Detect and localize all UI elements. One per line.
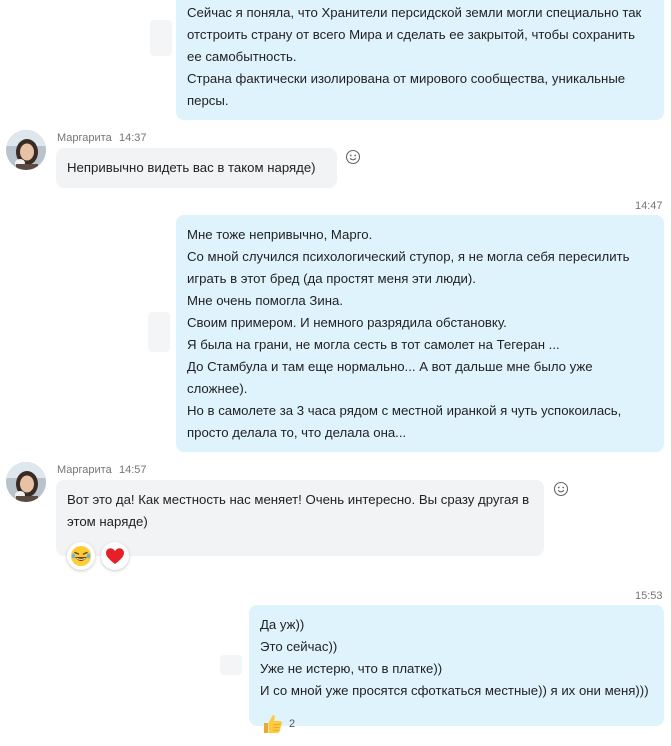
thumbs-up-icon <box>261 712 285 736</box>
reaction-laugh[interactable] <box>67 542 95 570</box>
message-action-placeholder <box>148 312 170 352</box>
smiley-icon[interactable] <box>345 149 361 165</box>
message-text-line: просто делала то, что делала она... <box>187 425 407 440</box>
message-text-line: Непривычно видеть вас в таком наряде) <box>67 160 316 175</box>
avatar[interactable] <box>6 462 46 502</box>
message-text-line: Я была на грани, не могла сесть в тот самолет на Тегеран ... <box>187 337 560 352</box>
message-text-line: отстроить страну от всего Мира и сделать ее закрытой, чтобы сохранить <box>187 27 636 42</box>
reaction-thumbs-up[interactable] <box>258 709 306 739</box>
message-text-line: ее самобытность. <box>187 49 297 64</box>
message-text-line: Сейчас я поняла, что Хранители персидской земли могли специально так <box>187 5 642 20</box>
message-text-line: играть в этот бред (да простят меня эти люди). <box>187 271 476 286</box>
message-text-line: Это сейчас)) <box>260 639 338 654</box>
sender-name[interactable]: Маргарита <box>57 132 112 144</box>
message-text-line: Мне тоже непривычно, Марго. <box>187 227 373 242</box>
smiley-icon[interactable] <box>553 481 569 497</box>
avatar[interactable] <box>6 130 46 170</box>
message-text-line: Вот это да! Как местность нас меняет! Очень интересно. Вы сразу другая в <box>67 492 530 507</box>
message-time: 15:53 <box>635 590 663 602</box>
message-text-line: Но в самолете за 3 часа рядом с местной иранкой я чуть успокоилась, <box>187 403 622 418</box>
message-text-line: Страна фактически изолирована от мирового сообщества, уникальные <box>187 71 626 86</box>
message-time: 14:37 <box>119 132 147 144</box>
message-text-line: До Стамбула и там еще нормально... А вот дальше мне было уже <box>187 359 593 374</box>
message-action-placeholder <box>150 20 172 56</box>
message-text-line: Со мной случился психологический ступор, я не могла себя пересилить <box>187 249 630 264</box>
message-time: 14:47 <box>635 200 663 212</box>
message-time: 14:57 <box>119 464 147 476</box>
message-text-line: Своим примером. И немного разрядила обстановку. <box>187 315 507 330</box>
message-text-line: сложнее). <box>187 381 248 396</box>
reaction-heart[interactable] <box>101 542 129 570</box>
message-action-placeholder <box>220 655 242 675</box>
message-text-line: Мне очень помогла Зина. <box>187 293 344 308</box>
reaction-count: 2 <box>289 718 296 730</box>
message-text-line: И со мной уже просятся сфоткаться местные)) я их они меня))) <box>260 683 649 698</box>
message-text-line: персы. <box>187 93 229 108</box>
message-text-line: Уже не истерю, что в платке)) <box>260 661 443 676</box>
message-text-line: этом наряде) <box>67 514 148 529</box>
laughing-emoji-icon <box>70 545 92 567</box>
sender-name[interactable]: Маргарита <box>57 464 112 476</box>
heart-icon <box>104 545 126 567</box>
message-text-line: Да уж)) <box>260 617 305 632</box>
